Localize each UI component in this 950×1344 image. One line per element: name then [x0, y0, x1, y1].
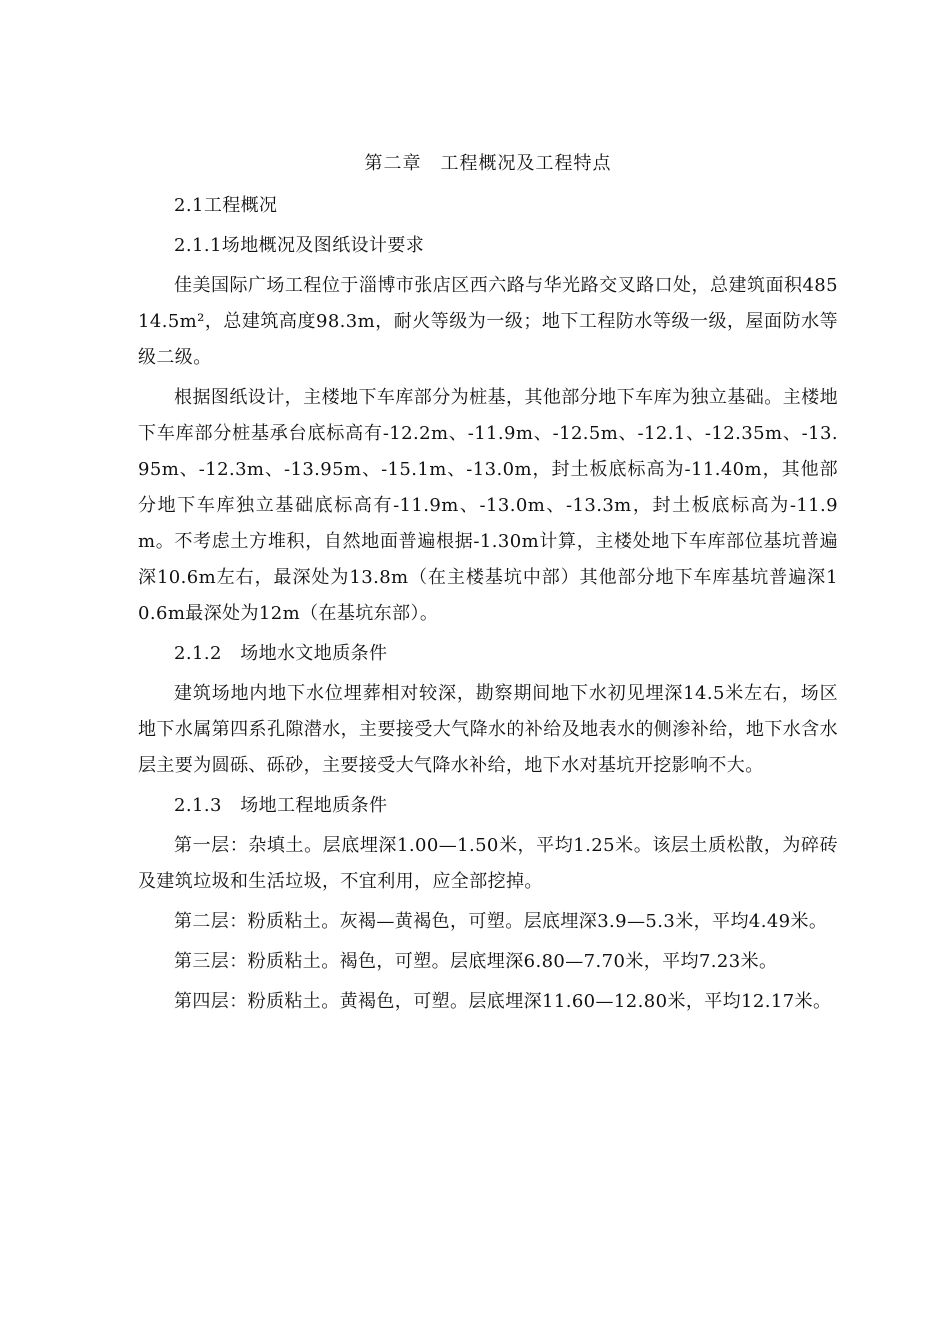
paragraph-layer-4: 第四层：粉质粘土。黄褐色，可塑。层底埋深11.60—12.80米，平均12.17米。 — [174, 991, 832, 1012]
chapter-title: 第二章 工程概况及工程特点 — [364, 153, 612, 174]
paragraph-layer-2: 第二层：粉质粘土。灰褐—黄褐色，可塑。层底埋深3.9—5.3米，平均4.49米。 — [174, 911, 828, 932]
paragraph-site-overview: 佳美国际广场工程位于淄博市张店区西六路与华光路交叉路口处，总建筑面积48514.5m²，总建筑高度98.3m，耐火等级为一级；地下工程防水等级一级，屋面防水等级二级。 — [138, 275, 838, 368]
section-heading-2-1: 2.1工程概况 — [174, 195, 278, 216]
section-heading-2-1-3: 2.1.3 场地工程地质条件 — [174, 795, 388, 816]
paragraph-foundation-design: 根据图纸设计，主楼地下车库部分为桩基，其他部分地下车库为独立基础。主楼地下车库部分桩基承台底标高有-12.2m、-11.9m、-12.5m、-12.1、-12.35m、-13.95m、-12.3m、-13.95m、-15.1m、-13.0m，封土板底标高为-11.40m，其他部分地下车库独立基础底标高有-11.9m、-13.0m、-13.3m，封土板底标高为-11.9m。不考虑土方堆积，自然地面普遍根据-1.30m计算，主楼处地下车库部位基坑普遍深10.6m左右，最深处为13.8m（在主楼基坑中部）其他部分地下车库基坑普遍深10.6m最深处为12m（在基坑东部）。 — [138, 387, 838, 624]
paragraph-layer-3: 第三层：粉质粘土。褐色，可塑。层底埋深6.80—7.70米，平均7.23米。 — [174, 951, 778, 972]
paragraph-hydrogeology: 建筑场地内地下水位埋葬相对较深，勘察期间地下水初见埋深14.5米左右，场区地下水属第四系孔隙潜水，主要接受大气降水的补给及地表水的侧渗补给，地下水含水层主要为圆砾、砾砂，主要接受大气降水补给，地下水对基坑开挖影响不大。 — [138, 683, 838, 776]
section-heading-2-1-2: 2.1.2 场地水文地质条件 — [174, 643, 388, 664]
document-body — [138, 146, 838, 1024]
paragraph-layer-1: 第一层：杂填土。层底埋深1.00—1.50米，平均1.25米。该层土质松散，为碎砖及建筑垃圾和生活垃圾，不宜利用，应全部挖掉。 — [138, 835, 838, 892]
section-heading-2-1-1: 2.1.1场地概况及图纸设计要求 — [174, 235, 425, 256]
